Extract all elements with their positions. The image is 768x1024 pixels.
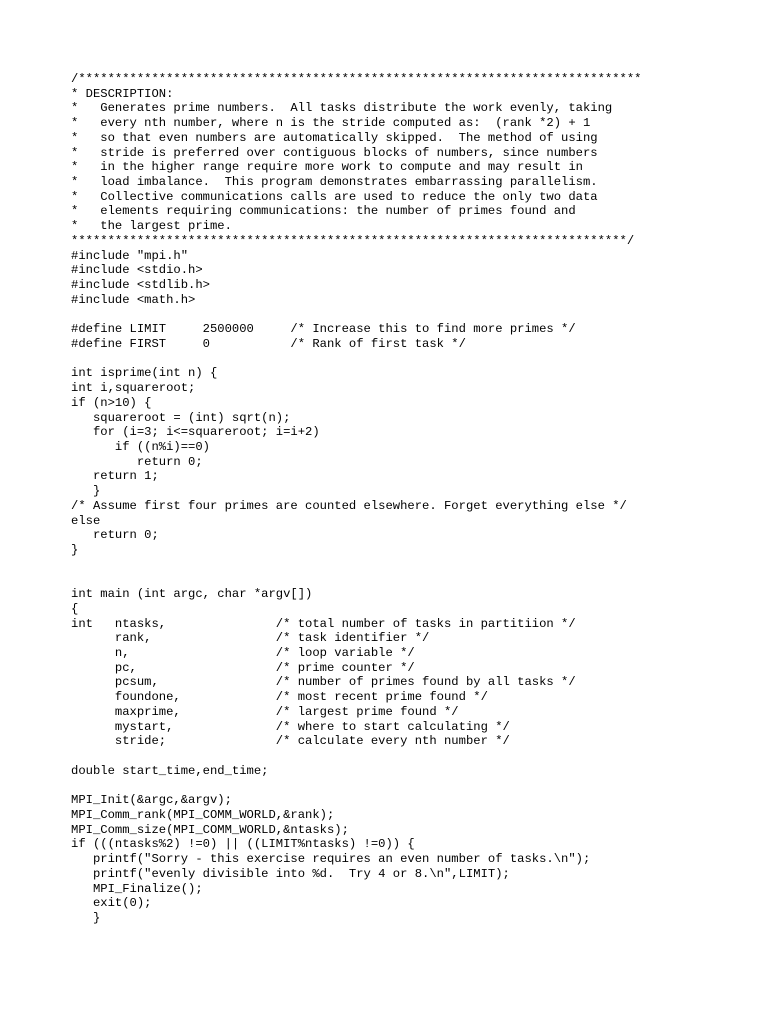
- code-line: }: [71, 910, 101, 925]
- code-line: * Generates prime numbers. All tasks distribute the work evenly, taking: [71, 101, 613, 116]
- code-line: [71, 572, 641, 587]
- code-line: * load imbalance. This program demonstrates embarrassing parallelism.: [71, 175, 598, 190]
- code-line: #include "mpi.h": [71, 248, 189, 263]
- code-line: #include <math.h>: [71, 292, 196, 307]
- code-line: rank, /* task identifier */: [71, 631, 430, 646]
- code-line: for (i=3; i<=squareroot; i=i+2): [71, 425, 320, 440]
- code-line: maxprime, /* largest prime found */: [71, 704, 459, 719]
- code-line: MPI_Comm_size(MPI_COMM_WORLD,&ntasks);: [71, 822, 349, 837]
- code-line: printf("evenly divisible into %d. Try 4 or 8.\n",LIMIT);: [71, 866, 510, 881]
- code-line: #include <stdio.h>: [71, 263, 203, 278]
- code-listing: [71, 72, 641, 926]
- code-line: int isprime(int n) {: [71, 366, 218, 381]
- code-line: * Collective communications calls are used to reduce the only two data: [71, 189, 598, 204]
- code-line: /*****************************************************************************: [71, 72, 642, 86]
- code-line: foundone, /* most recent prime found */: [71, 690, 488, 705]
- code-line: double start_time,end_time;: [71, 763, 269, 778]
- code-line: mystart, /* where to start calculating */: [71, 719, 510, 734]
- code-line: }: [71, 543, 79, 557]
- code-line: if (((ntasks%2) !=0) || ((LIMIT%ntasks) !=0)) {: [71, 837, 415, 852]
- code-line: if ((n%i)==0): [71, 439, 210, 454]
- code-line: [71, 558, 641, 573]
- code-line: * every nth number, where n is the stride computed as: (rank *2) + 1: [71, 116, 591, 131]
- code-line: [71, 352, 641, 367]
- code-line: return 1;: [71, 469, 159, 484]
- code-line: int main (int argc, char *argv[]): [71, 587, 313, 602]
- code-line: {: [71, 601, 79, 616]
- code-line: if (n>10) {: [71, 395, 152, 410]
- code-line: pc, /* prime counter */: [71, 660, 415, 675]
- code-line: * the largest prime.: [71, 219, 232, 234]
- code-line: * elements requiring communications: the number of primes found and: [71, 204, 576, 219]
- code-line: stride; /* calculate every nth number */: [71, 734, 510, 749]
- code-line: #define LIMIT 2500000 /* Increase this to find more primes */: [71, 322, 576, 337]
- code-line: MPI_Comm_rank(MPI_COMM_WORLD,&rank);: [71, 807, 335, 822]
- code-line: #define FIRST 0 /* Rank of first task */: [71, 336, 466, 351]
- code-line: [71, 779, 641, 794]
- code-line: * in the higher range require more work to compute and may result in: [71, 160, 583, 175]
- code-line: [71, 308, 641, 323]
- code-line: int i,squareroot;: [71, 381, 196, 396]
- code-line: n, /* loop variable */: [71, 646, 415, 661]
- code-line: exit(0);: [71, 896, 152, 911]
- code-line: * so that even numbers are automatically skipped. The method of using: [71, 130, 598, 145]
- code-line: MPI_Finalize();: [71, 881, 203, 896]
- code-line: printf("Sorry - this exercise requires an even number of tasks.\n");: [71, 852, 591, 867]
- code-line: /* Assume first four primes are counted elsewhere. Forget everything else */: [71, 498, 627, 513]
- code-line: pcsum, /* number of primes found by all tasks */: [71, 675, 576, 690]
- code-line: return 0;: [71, 528, 159, 543]
- code-line: squareroot = (int) sqrt(n);: [71, 410, 291, 425]
- code-line: MPI_Init(&argc,&argv);: [71, 793, 232, 808]
- code-line: int ntasks, /* total number of tasks in partitiion */: [71, 616, 576, 631]
- code-line: else: [71, 513, 101, 528]
- code-line: #include <stdlib.h>: [71, 278, 210, 293]
- code-line: return 0;: [71, 454, 203, 469]
- code-line: [71, 749, 641, 764]
- code-line: }: [71, 484, 101, 499]
- code-line: * stride is preferred over contiguous blocks of numbers, since numbers: [71, 145, 598, 160]
- code-line: ****************************************************************************/: [71, 233, 635, 248]
- code-line: * DESCRIPTION:: [71, 86, 174, 101]
